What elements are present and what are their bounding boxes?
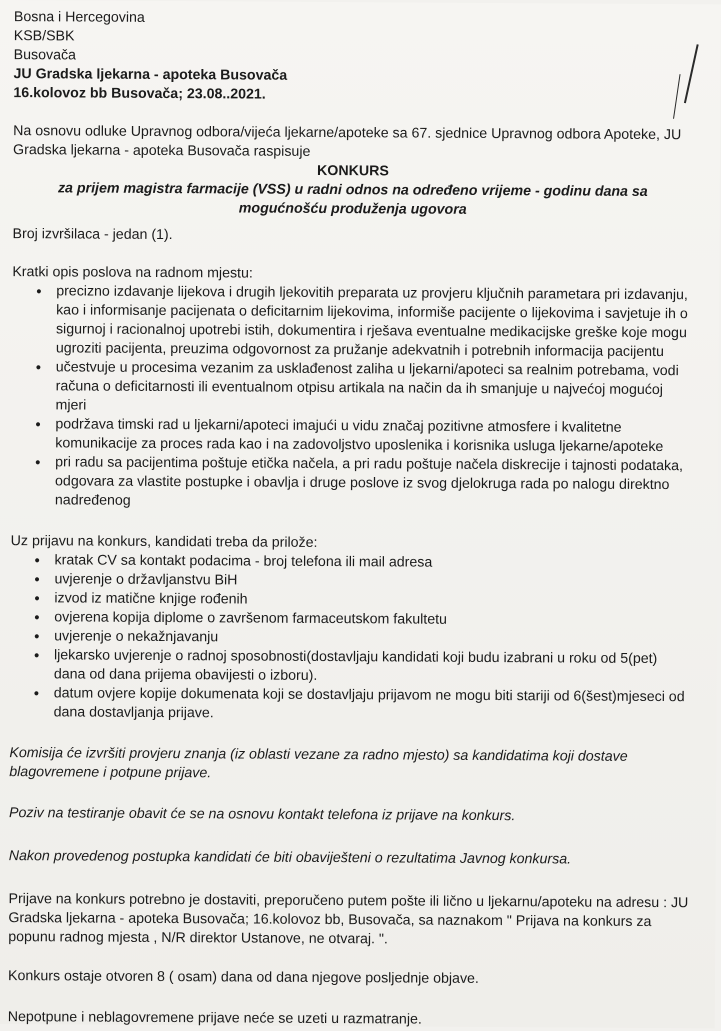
duties-heading: Kratki opis poslova na radnom mjestu: xyxy=(12,264,253,282)
executors-count: Broj izvršilaca - jedan (1). xyxy=(12,226,173,244)
commission-paragraph: Komisija će izvršiti provjeru znanja (iz oblasti vezane za radno mjesto) sa kandidatima koji dostave blagovremene i potpune prijave. xyxy=(9,745,628,782)
document-body xyxy=(8,8,694,1031)
attachments-heading: Uz prijavu na konkurs, kandidati treba da prilože: xyxy=(10,533,318,551)
list-item: • podržava timski rad u ljekarni/apoteci imajući u vidu značaj pozitivne atmosfere i kvalitetne komunikacije za proces rada kao i na zadovoljstvo uposlenika i korisnika usluga ljekarne/apoteke xyxy=(55,415,691,457)
incomplete-paragraph: Nepotpune i neblagovremene prijave neće se uzeti u razmatranje. xyxy=(7,1009,422,1028)
attachments-section xyxy=(10,532,691,726)
list-item: • uvjerenje o nekažnjavanju xyxy=(54,627,690,650)
results-paragraph: Nakon provedenog postupka kandidati će biti obaviješteni o rezultatima Javnog konkursa. xyxy=(8,848,572,868)
list-item: • precizno izdavanje lijekova i drugih ljekovitih preparata uz provjeru ključnih parametara pri izdavanju, kao i informisanje pacijenata o deficitarnim lijekovima, informiše pacijente o lijekovima i savjetuje ih o sigurnoj i racionalnoj upotrebi istih, dokumentira i rješava eventualne medikacijske greške koje mogu ugroziti pacijenta, preuzima odgovornost za pružanje adekvatnih i potrebnih informacija pacijentu xyxy=(56,282,692,362)
city: Busovača xyxy=(13,47,77,64)
intro-paragraph: Na osnovu odluke Upravnog odbora/vijeća ljekarne/apoteke sa 67. sjednice Upravnog odbora Apoteke, JU Gradska ljekarna - apoteka Busovača raspisuje xyxy=(13,123,682,160)
list-item: • ljekarsko uvjerenje o radnoj sposobnosti(dostavljaju kandidati koji budu izabrani u roku od 5(pet) dana od dana prijema obavijesti o izboru). xyxy=(54,646,690,688)
list-item: • datum ovjere kopije dokumenata koji se dostavljaju prijavom ne mogu biti stariji od 6(šest)mjeseci od dana dostavljanja prijave. xyxy=(54,684,690,726)
country: Bosna i Hercegovina xyxy=(13,9,145,26)
letterhead xyxy=(13,8,694,107)
duties-section xyxy=(11,263,692,514)
open-period-paragraph: Konkurs ostaje otvoren 8 ( osam) dana od dana njegove posljednje objave. xyxy=(7,968,479,987)
list-item: • izvod iz matične knjige rođenih xyxy=(54,589,690,612)
list-item: • ovjerena kopija diplome o završenom farmaceutskom fakultetu xyxy=(54,608,690,631)
canton: KSB/SBK xyxy=(13,28,75,45)
list-item: • učestvuje u procesima vezanim za usklađenost zaliha u ljekarni/apoteci sa realnim potrebama, vodi računa o deficitarnosti ili eventualnom otpisu artikala na način da ih smanjuje u najvećoj mogućoj mjeri xyxy=(55,358,691,419)
list-item: • kratak CV sa kontakt podacima - broj telefona ili mail adresa xyxy=(55,551,691,574)
document-title: KONKURS xyxy=(317,162,389,180)
attachments-list xyxy=(10,551,691,726)
address-date: 16.kolovoz bb Busovača; 23.08..2021. xyxy=(13,85,266,103)
submission-paragraph: Prijave na konkurs potrebno je dostaviti, preporučeno putem pošte ili lično u ljekarnu/apoteku na adresu : JU Gradska ljekarna - apoteka Busovača; 16.kolovoz bb, Busovača, sa naznakom " Prijava na konkurs za popunu radnog mjesta , N/R direktor Ustanove, ne otvaraj. ". xyxy=(8,891,689,948)
document-subtitle: za prijem magistra farmacije (VSS) u radni odnos na određeno vrijeme - godinu dana sa mogućnošću produženja ugovora xyxy=(57,180,648,218)
duties-list xyxy=(11,282,692,514)
list-item: • pri radu sa pacijentima poštuje etička načela, a pri radu poštuje načela diskrecije i tajnosti podataka, odgovara za vlastite postupke i obavlja i druge poslove iz svog djelokruga rada po nalogu direktno nadređenog xyxy=(55,453,691,514)
testing-paragraph: Poziv na testiranje obavit će se na osnovu kontakt telefona iz prijave na konkurs. xyxy=(8,805,516,825)
list-item: • uvjerenje o državljanstvu BiH xyxy=(54,570,690,593)
institution-name: JU Gradska ljekarna - apoteka Busovača xyxy=(13,66,288,84)
